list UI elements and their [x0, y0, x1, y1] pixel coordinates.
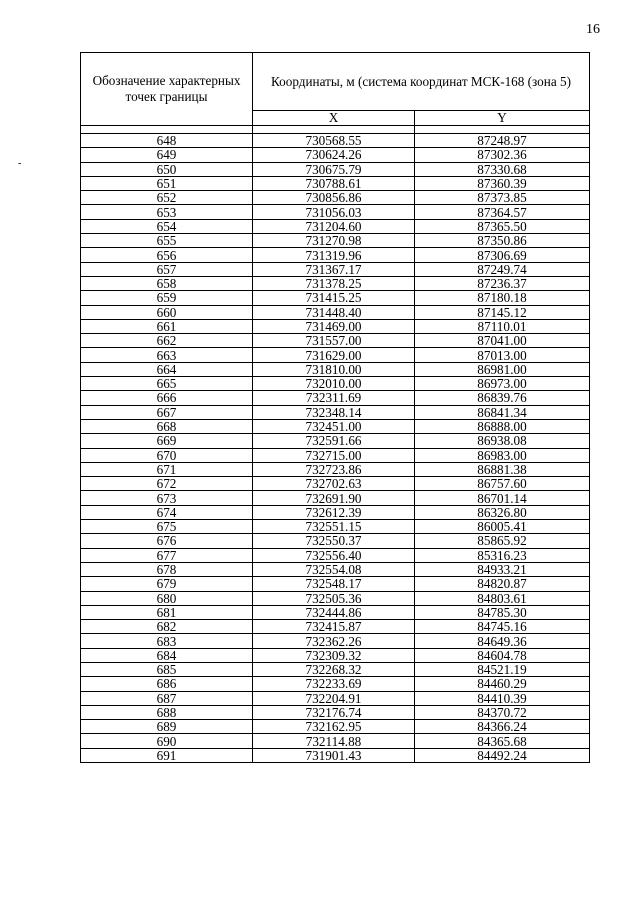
- y-coordinate-cell: 86005.41: [415, 520, 590, 534]
- table-row: [81, 734, 590, 748]
- x-coordinate-cell: 732550.37: [253, 534, 415, 548]
- point-id-cell: 657: [81, 262, 253, 276]
- point-id-cell: 689: [81, 720, 253, 734]
- table-row: [81, 648, 590, 662]
- header-x: X: [253, 111, 415, 126]
- x-coordinate-cell: 732554.08: [253, 562, 415, 576]
- y-coordinate-cell: 84521.19: [415, 662, 590, 676]
- y-coordinate-cell: 84933.21: [415, 562, 590, 576]
- x-coordinate-cell: 732548.17: [253, 577, 415, 591]
- table-row: [81, 577, 590, 591]
- point-id-cell: 684: [81, 648, 253, 662]
- x-coordinate-cell: 731415.25: [253, 291, 415, 305]
- table-row: [81, 448, 590, 462]
- x-coordinate-cell: 730675.79: [253, 162, 415, 176]
- y-coordinate-cell: 86938.08: [415, 434, 590, 448]
- y-coordinate-cell: 85865.92: [415, 534, 590, 548]
- y-coordinate-cell: 87364.57: [415, 205, 590, 219]
- y-coordinate-cell: 87145.12: [415, 305, 590, 319]
- y-coordinate-cell: 87249.74: [415, 262, 590, 276]
- table-row: [81, 334, 590, 348]
- x-coordinate-cell: 732551.15: [253, 520, 415, 534]
- margin-mark: -: [18, 158, 22, 169]
- x-coordinate-cell: 732702.63: [253, 477, 415, 491]
- y-coordinate-cell: 87110.01: [415, 319, 590, 333]
- point-id-cell: 664: [81, 362, 253, 376]
- y-coordinate-cell: 87306.69: [415, 248, 590, 262]
- y-coordinate-cell: 86888.00: [415, 419, 590, 433]
- table-row: [81, 162, 590, 176]
- header-y: Y: [415, 111, 590, 126]
- y-coordinate-cell: 87013.00: [415, 348, 590, 362]
- x-coordinate-cell: 731557.00: [253, 334, 415, 348]
- x-coordinate-cell: 731469.00: [253, 319, 415, 333]
- blank-cell: [415, 126, 590, 134]
- point-id-cell: 677: [81, 548, 253, 562]
- y-coordinate-cell: 87302.36: [415, 148, 590, 162]
- x-coordinate-cell: 732612.39: [253, 505, 415, 519]
- y-coordinate-cell: 87330.68: [415, 162, 590, 176]
- table-row: [81, 391, 590, 405]
- table-row: [81, 348, 590, 362]
- point-id-cell: 654: [81, 219, 253, 233]
- header-coordinates: Координаты, м (система координат МСК-168 (зона 5): [253, 53, 590, 111]
- x-coordinate-cell: 732591.66: [253, 434, 415, 448]
- point-id-cell: 659: [81, 291, 253, 305]
- table-row: [81, 534, 590, 548]
- table-row: [81, 205, 590, 219]
- point-id-cell: 688: [81, 705, 253, 719]
- x-coordinate-cell: 732114.88: [253, 734, 415, 748]
- point-id-cell: 682: [81, 620, 253, 634]
- x-coordinate-cell: 732311.69: [253, 391, 415, 405]
- table-row: [81, 462, 590, 476]
- x-coordinate-cell: 732723.86: [253, 462, 415, 476]
- y-coordinate-cell: 84820.87: [415, 577, 590, 591]
- point-id-cell: 658: [81, 276, 253, 290]
- y-coordinate-cell: 86881.38: [415, 462, 590, 476]
- point-id-cell: 660: [81, 305, 253, 319]
- x-coordinate-cell: 731448.40: [253, 305, 415, 319]
- table-row: [81, 248, 590, 262]
- x-coordinate-cell: 731319.96: [253, 248, 415, 262]
- y-coordinate-cell: 86841.34: [415, 405, 590, 419]
- x-coordinate-cell: 731810.00: [253, 362, 415, 376]
- y-coordinate-cell: 86701.14: [415, 491, 590, 505]
- point-id-cell: 681: [81, 605, 253, 619]
- table-row: [81, 605, 590, 619]
- x-coordinate-cell: 730568.55: [253, 134, 415, 148]
- x-coordinate-cell: 731629.00: [253, 348, 415, 362]
- page-number: 16: [586, 22, 600, 37]
- point-id-cell: 656: [81, 248, 253, 262]
- x-coordinate-cell: 732444.86: [253, 605, 415, 619]
- x-coordinate-cell: 730788.61: [253, 176, 415, 190]
- point-id-cell: 670: [81, 448, 253, 462]
- x-coordinate-cell: 732204.91: [253, 691, 415, 705]
- x-coordinate-cell: 731270.98: [253, 234, 415, 248]
- x-coordinate-cell: 732309.32: [253, 648, 415, 662]
- table-row: [81, 620, 590, 634]
- x-coordinate-cell: 730624.26: [253, 148, 415, 162]
- x-coordinate-cell: 732362.26: [253, 634, 415, 648]
- table-row: [81, 491, 590, 505]
- header-point-designation: Обозначение характерных точек границы: [81, 53, 253, 126]
- point-id-cell: 653: [81, 205, 253, 219]
- table-row: [81, 691, 590, 705]
- table-row: [81, 677, 590, 691]
- point-id-cell: 679: [81, 577, 253, 591]
- table-row: [81, 276, 590, 290]
- x-coordinate-cell: 732715.00: [253, 448, 415, 462]
- x-coordinate-cell: 731901.43: [253, 748, 415, 762]
- point-id-cell: 687: [81, 691, 253, 705]
- x-coordinate-cell: 731056.03: [253, 205, 415, 219]
- point-id-cell: 655: [81, 234, 253, 248]
- point-id-cell: 652: [81, 191, 253, 205]
- x-coordinate-cell: 731378.25: [253, 276, 415, 290]
- point-id-cell: 685: [81, 662, 253, 676]
- y-coordinate-cell: 84410.39: [415, 691, 590, 705]
- y-coordinate-cell: 87365.50: [415, 219, 590, 233]
- x-coordinate-cell: 730856.86: [253, 191, 415, 205]
- x-coordinate-cell: 732233.69: [253, 677, 415, 691]
- table-row: [81, 405, 590, 419]
- x-coordinate-cell: 732691.90: [253, 491, 415, 505]
- table-row: [81, 291, 590, 305]
- point-id-cell: 649: [81, 148, 253, 162]
- table-row: [81, 362, 590, 376]
- blank-cell: [253, 126, 415, 134]
- table-row: [81, 377, 590, 391]
- point-id-cell: 674: [81, 505, 253, 519]
- point-id-cell: 669: [81, 434, 253, 448]
- table-row: [81, 134, 590, 148]
- y-coordinate-cell: 84366.24: [415, 720, 590, 734]
- y-coordinate-cell: 86757.60: [415, 477, 590, 491]
- y-coordinate-cell: 84803.61: [415, 591, 590, 605]
- x-coordinate-cell: 731367.17: [253, 262, 415, 276]
- y-coordinate-cell: 86983.00: [415, 448, 590, 462]
- y-coordinate-cell: 84785.30: [415, 605, 590, 619]
- y-coordinate-cell: 87360.39: [415, 176, 590, 190]
- y-coordinate-cell: 84649.36: [415, 634, 590, 648]
- table-row: [81, 662, 590, 676]
- blank-row: [81, 126, 590, 134]
- table-header-row: [81, 53, 590, 111]
- table-row: [81, 505, 590, 519]
- y-coordinate-cell: 84745.16: [415, 620, 590, 634]
- point-id-cell: 663: [81, 348, 253, 362]
- y-coordinate-cell: 87248.97: [415, 134, 590, 148]
- x-coordinate-cell: 732162.95: [253, 720, 415, 734]
- point-id-cell: 662: [81, 334, 253, 348]
- y-coordinate-cell: 85316.23: [415, 548, 590, 562]
- point-id-cell: 686: [81, 677, 253, 691]
- x-coordinate-cell: 731204.60: [253, 219, 415, 233]
- x-coordinate-cell: 732268.32: [253, 662, 415, 676]
- table-row: [81, 705, 590, 719]
- table-row: [81, 477, 590, 491]
- point-id-cell: 690: [81, 734, 253, 748]
- table-row: [81, 234, 590, 248]
- y-coordinate-cell: 84460.29: [415, 677, 590, 691]
- coordinates-table: [80, 52, 590, 763]
- table-row: [81, 262, 590, 276]
- y-coordinate-cell: 86326.80: [415, 505, 590, 519]
- point-id-cell: 666: [81, 391, 253, 405]
- point-id-cell: 683: [81, 634, 253, 648]
- blank-cell: [81, 126, 253, 134]
- point-id-cell: 691: [81, 748, 253, 762]
- point-id-cell: 680: [81, 591, 253, 605]
- y-coordinate-cell: 84365.68: [415, 734, 590, 748]
- y-coordinate-cell: 87373.85: [415, 191, 590, 205]
- y-coordinate-cell: 86839.76: [415, 391, 590, 405]
- point-id-cell: 665: [81, 377, 253, 391]
- table-row: [81, 748, 590, 762]
- point-id-cell: 648: [81, 134, 253, 148]
- table-row: [81, 591, 590, 605]
- x-coordinate-cell: 732348.14: [253, 405, 415, 419]
- point-id-cell: 667: [81, 405, 253, 419]
- point-id-cell: 673: [81, 491, 253, 505]
- table-row: [81, 562, 590, 576]
- x-coordinate-cell: 732415.87: [253, 620, 415, 634]
- table-row: [81, 548, 590, 562]
- y-coordinate-cell: 84492.24: [415, 748, 590, 762]
- table-row: [81, 520, 590, 534]
- y-coordinate-cell: 84604.78: [415, 648, 590, 662]
- y-coordinate-cell: 86973.00: [415, 377, 590, 391]
- point-id-cell: 672: [81, 477, 253, 491]
- point-id-cell: 678: [81, 562, 253, 576]
- y-coordinate-cell: 87180.18: [415, 291, 590, 305]
- point-id-cell: 661: [81, 319, 253, 333]
- y-coordinate-cell: 87236.37: [415, 276, 590, 290]
- table-row: [81, 720, 590, 734]
- y-coordinate-cell: 84370.72: [415, 705, 590, 719]
- table-row: [81, 148, 590, 162]
- point-id-cell: 671: [81, 462, 253, 476]
- x-coordinate-cell: 732176.74: [253, 705, 415, 719]
- table-row: [81, 176, 590, 190]
- table-row: [81, 319, 590, 333]
- y-coordinate-cell: 86981.00: [415, 362, 590, 376]
- x-coordinate-cell: 732505.36: [253, 591, 415, 605]
- y-coordinate-cell: 87041.00: [415, 334, 590, 348]
- table-row: [81, 434, 590, 448]
- x-coordinate-cell: 732010.00: [253, 377, 415, 391]
- x-coordinate-cell: 732451.00: [253, 419, 415, 433]
- point-id-cell: 675: [81, 520, 253, 534]
- x-coordinate-cell: 732556.40: [253, 548, 415, 562]
- point-id-cell: 668: [81, 419, 253, 433]
- table-row: [81, 305, 590, 319]
- point-id-cell: 676: [81, 534, 253, 548]
- table-row: [81, 191, 590, 205]
- point-id-cell: 650: [81, 162, 253, 176]
- y-coordinate-cell: 87350.86: [415, 234, 590, 248]
- table-row: [81, 219, 590, 233]
- table-row: [81, 634, 590, 648]
- point-id-cell: 651: [81, 176, 253, 190]
- table-row: [81, 419, 590, 433]
